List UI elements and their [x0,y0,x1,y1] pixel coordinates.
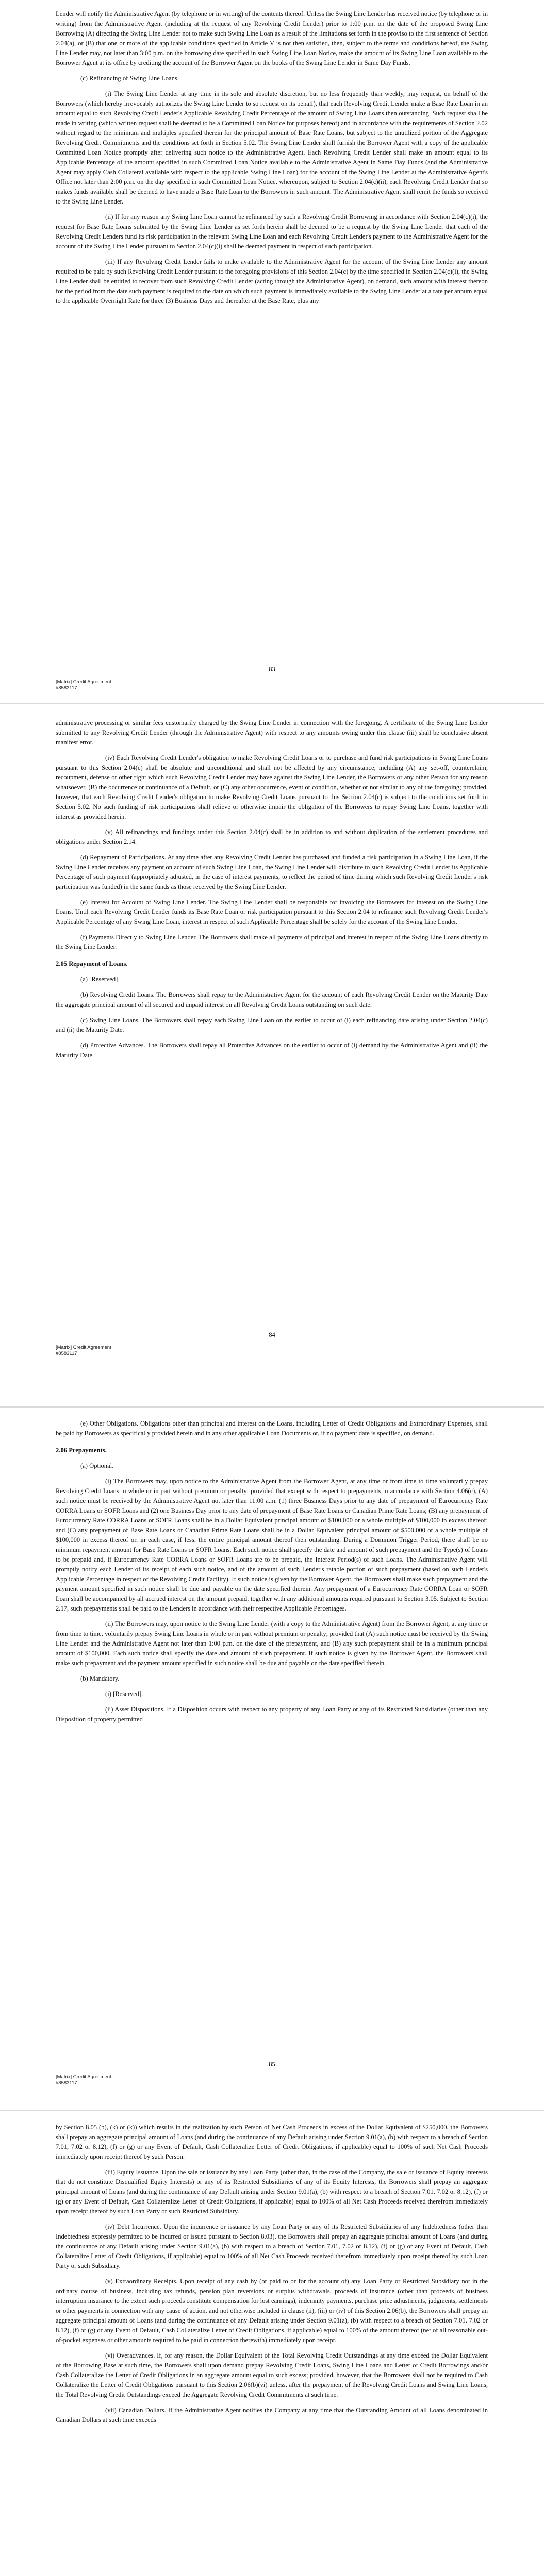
section-heading: (c) Refinancing of Swing Line Loans. [80,75,179,82]
paragraph: (ii) Asset Dispositions. If a Disposition occurs with respect to any property of any Loan Party or any of its Restricted Subsidiaries (other than any Disposition of property permitted [56,1706,488,1723]
paragraph: (i) The Borrowers may, upon notice to the Administrative Agent from the Borrower Agent, at any time or from time to time voluntarily prepay Revolving Credit Loans in whole or in part without premium or penalty; provided that except with respect to prepayments in accordance with Section 4.06(c), (A) such notice must be received by the Administrative Agent not later than 11:00 a.m. (1) three Business Days prior to any date of prepayment of Eurocurrency Rate CORRA Loans or SOFR Loans and (2) one Business Day prior to any date of prepayment of Base Rate Loans or Canadian Prime Rate Loans; (B) any prepayment of Eurocurrency Rate CORRA Loans or SOFR Loans shall be in a Dollar Equivalent principal amount of $100,000 or a whole multiple of $100,000 in excess thereof; and (C) any prepayment of Base Rate Loans or Canadian Prime Rate Loans shall be in a Dollar Equivalent principal amount of $500,000 or a whole multiple of $100,000 in excess thereof or, in each case, if less, the entire principal amount thereof then outstanding. During a Dominion Trigger Period, there shall be no minimum repayment amount for Base Rate Loans or SOFR Loans. Each such notice shall specify the date and amount of such prepayment and the Type(s) of Loans to be prepaid and, if Eurocurrency Rate CORRA Loans or SOFR Loans are to be prepaid, the Interest Period(s) of such Loans. The Administrative Agent will promptly notify each Lender of its receipt of each such notice, and of the amount of such Lender's ratable portion of such prepayment (based on such Lender's Applicable Percentage in respect of the Revolving Credit Facility). If such notice is given by the Borrower Agent, the Borrowers shall make such prepayment and the payment amount specified in such notice shall be due and payable on the date specified therein. Any prepayment of a Eurocurrency Rate CORRA Loan or SOFR Loan shall be accompanied by all accrued interest on the amount prepaid, together with any additional amounts required pursuant to Section 3.05. Subject to Section 2.17, such prepayments shall be paid to the Lenders in accordance with their respective Applicable Percentages. [56,1478,488,1612]
page-86-body [56,2123,488,2431]
paragraph: (vi) Overadvances. If, for any reason, the Dollar Equivalent of the Total Revolving Credit Outstandings at any time exceed the Dollar Equivalent of the Borrowing Base at such time, the Borrowers shall upon demand prepay Revolving Credit Loans, Swing Line Loans and Letter of Credit Borrowings and/or Cash Collateralize the Letter of Credit Obligations in an aggregate amount equal to such excess; provided, however, that the Borrowers shall not be required to Cash Collateralize the Letter of Credit Obligations pursuant to this Section 2.06(b)(vi) unless, after the prepayment of the Revolving Credit Loans and Swing Line Loans, the Total Revolving Credit Outstandings exceed the Aggregate Revolving Credit Commitments at such time. [56,2352,488,2398]
paragraph: (iii) If any Revolving Credit Lender fails to make available to the Administrative Agent for the account of the Swing Line Lender any amount required to be paid by such Revolving Credit Lender pursuant to the foregoing provisions of this Section 2.04(c) by the time specified in Section 2.04(c)(i), the Swing Line Lender shall be entitled to recover from such Revolving Credit Lender (acting through the Administrative Agent), on demand, such amount with interest thereon for the period from the date such payment is required to the date on which such payment is immediately available to the Swing Line Lender at a rate per annum equal to the applicable Overnight Rate for three (3) Business Days and thereafter at the Base Rate, plus any [56,258,488,304]
paragraph: (ii) If for any reason any Swing Line Loan cannot be refinanced by such a Revolving Credit Borrowing in accordance with Section 2.04(c)(i), the request for Base Rate Loans submitted by the Swing Line Lender as set forth herein shall be deemed to be a request by the Swing Line Lender that each of the Revolving Credit Lenders fund its risk participation in the relevant Swing Line Loan and each Revolving Credit Lender's payment to the Administrative Agent for the account of the Swing Line Lender pursuant to Section 2.04(c)(i) shall be deemed payment in respect of such participation. [56,213,488,250]
paragraph: Lender will notify the Administrative Agent (by telephone or in writing) of the contents thereof. Unless the Swing Line Lender has received notice (by telephone or in writing) from the Administrative Agent (including at the request of any Revolving Credit Lender) prior to 1:00 p.m. on the date of the proposed Swing Line Borrowing (A) directing the Swing Line Lender not to make such Swing Line Loan as a result of the limitations set forth in the proviso to the first sentence of Section 2.04(a), or (B) that one or more of the applicable conditions specified in Article V is not then satisfied, then, subject to the terms and conditions hereof, the Swing Line Lender may, not later than 3:00 p.m. on the borrowing date specified in such Swing Line Loan Notice, make the amount of its Swing Line Loan available to the Borrower Agent at its office by crediting the account of the Borrower Agent on the books of the Swing Line Lender in Same Day Funds. [56,10,488,66]
paragraph: (iv) Each Revolving Credit Lender's obligation to make Revolving Credit Loans or to purchase and fund risk participations in Swing Line Loans pursuant to this Section 2.04(c) shall be absolute and unconditional and shall not be affected by any circumstance, including (A) any set-off, counterclaim, recoupment, defense or other right which such Revolving Credit Lender may have against the Swing Line Lender, the Borrowers or any other Person for any reason whatsoever, (B) the occurrence or continuance of a Default, or (C) any other occurrence, event or condition, whether or not similar to any of the foregoing; provided, however, that each Revolving Credit Lender's obligation to make Revolving Credit Loans pursuant to this Section 2.04(c) is subject to the conditions set forth in Section 5.02. No such funding of risk participations shall relieve or otherwise impair the obligation of the Borrowers to repay Swing Line Loans, together with interest as provided herein. [56,754,488,820]
paragraph: (vii) Canadian Dollars. If the Administrative Agent notifies the Company at any time that the Outstanding Amount of all Loans denominated in Canadian Dollars at such time exceeds [56,2406,488,2424]
page-number: 83 [269,666,275,673]
footer-doc-id: #8583117 [56,1351,77,1357]
paragraph: by Section 8.05 (b), (k) or (k)) which results in the realization by such Person of Net Cash Proceeds in excess of the Dollar Equivalent of $250,000, the Borrowers shall prepay an aggregate principal amount of Loans (and during the continuance of any Default arising under Section 9.01(a), (b) with respect to a breach of Section 7.01, 7.02 or 8.12), (f) or (g) or any Event of Default, Cash Collateralize Letter of Credit Obligations, if applicable) equal to 100% of such Net Cash Proceeds immediately upon receipt thereof by such Person. [56,2124,488,2160]
page-number: 84 [269,1331,275,1338]
paragraph: (v) All refinancings and fundings under this Section 2.04(c) shall be in addition to and without duplication of the settlement procedures and obligations under Section 2.14. [56,828,488,845]
paragraph: (b) Revolving Credit Loans. The Borrowers shall repay to the Administrative Agent for the account of each Revolving Credit Lender on the Maturity Date the aggregate principal amount of all secured and unpaid interest on all Revolving Credit Loans outstanding on such date. [56,991,488,1008]
paragraph: (i) The Swing Line Lender at any time in its sole and absolute discretion, but no less frequently than weekly, may request, on behalf of the Borrowers (which hereby irrevocably authorizes the Swing Line Lender to so request on its behalf), that each Revolving Credit Lender make a Base Rate Loan in an amount equal to such Revolving Credit Lender's Applicable Revolving Credit Percentage of the amount of Swing Line Loans then outstanding. Such request shall be made in writing (which written request shall be deemed to be a Committed Loan Notice for purposes hereof) and in accordance with the requirements of Section 2.02 without regard to the minimum and multiples specified therein for the principal amount of Base Rate Loans, but subject to the unutilized portion of the Aggregate Revolving Credit Commitments and the conditions set forth in Section 5.02. The Swing Line Lender shall furnish the Borrower Agent with a copy of the applicable Committed Loan Notice promptly after delivering such notice to the Administrative Agent. Each Revolving Credit Lender shall make an amount equal to its Applicable Percentage of the amount specified in such Committed Loan Notice available to the Administrative Agent in Same Day Funds (and the Administrative Agent may apply Cash Collateral available with respect to the applicable Swing Line Loan) for the account of the Swing Line Lender at the Administrative Agent's Office not later than 2:00 p.m. on the day specified in such Committed Loan Notice, whereupon, subject to Section 2.04(c)(ii), each Revolving Credit Lender that so makes funds available shall be deemed to have made a Base Rate Loan to the Borrowers in such amount. The Administrative Agent shall remit the funds so received to the Swing Line Lender. [56,90,488,205]
section-heading: (b) Mandatory. [80,1675,120,1682]
paragraph: (i) [Reserved]. [105,1690,143,1698]
page-83 [0,0,544,703]
paragraph: (e) Other Obligations. Obligations other than principal and interest on the Loans, including Letter of Credit Obligations and Extraordinary Expenses, shall be paid by Borrowers as specifically provided herein and in any other applicable Loan Documents or, if no payment date is specified, on demand. [56,1420,488,1437]
section-heading: 2.05 Repayment of Loans. [56,960,128,968]
paragraph: (ii) The Borrowers may, upon notice to the Swing Line Lender (with a copy to the Administrative Agent) from the Borrower Agent, at any time or from time to time, voluntarily prepay Swing Line Loans in whole or in part without premium or penalty; provided that (A) such notice must be received by the Swing Line Lender and the Administrative Agent not later than 1:00 p.m. on the date of the prepayment, and (B) any such prepayment shall be in a minimum principal amount of $100,000. Each such notice shall specify the date and amount of such prepayment. If such notice is given by the Borrower Agent, the Borrowers shall make such prepayment and the payment amount specified in such notice shall be due and payable on the date specified therein. [56,1620,488,1667]
page-86 [0,2111,544,2576]
page-85-body [56,1419,488,1730]
paragraph: (iii) Equity Issuance. Upon the sale or issuance by any Loan Party (other than, in the case of the Company, the sale or issuance of Equity Interests that do not constitute Disqualified Equity Interests) or any of its Restricted Subsidiaries of any of its Equity Interests, the Borrowers shall prepay an aggregate principal amount of Loans (and during the continuance of any Default arising under Section 9.01(a), (b) with respect to a breach of Section 7.01, 7.02 or 8.12), (f) or (g) or any Event of Default, Cash Collateralize Letter of Credit Obligations, if applicable) equal to 100% of all Net Cash Proceeds received therefrom immediately upon receipt thereof by such Loan Party or such Restricted Subsidiary. [56,2168,488,2215]
page-83-body [56,9,488,312]
paragraph: (e) Interest for Account of Swing Line Lender. The Swing Line Lender shall be responsible for invoicing the Borrowers for interest on the Swing Line Loans. Until each Revolving Credit Lender funds its Base Rate Loan or risk participation pursuant to this Section 2.04 to refinance such Revolving Credit Lender's Applicable Percentage of any Swing Line Loan, interest in respect of such Applicable Percentage shall be solely for the account of the Swing Line Lender. [56,899,488,925]
paragraph: (a) [Reserved] [80,976,118,983]
footer-title: [Matrix] Credit Agreement [56,1345,111,1350]
page-84 [0,704,544,1406]
footer-doc-id: #8583117 [56,685,77,691]
paragraph: (v) Extraordinary Receipts. Upon receipt of any cash by (or paid to or for the account of) any Loan Party or Restricted Subsidiary not in the ordinary course of business, including tax refunds, pension plan reversions or surplus withdrawals, proceeds of insurance (other than proceeds of business interruption insurance to the extent such proceeds constitute compensation for lost earnings), indemnity payments, purchase price adjustments, judgments, settlements or other payments in connection with any cause of action, and not otherwise included in clause (ii), (iii) or (iv) of this Section 2.06(b), the Borrowers shall prepay an aggregate principal amount of Loans (and during the continuance of any Default arising under Section 9.01(a), (b) with respect to a breach of Section 7.01, 7.02 or 8.12), (f) or (g) or any Event of Default, Cash Collateralize Letter of Credit Obligations, if applicable) equal to 100% of the amount thereof (net of all reasonable out-of-pocket expenses or other amounts required to be paid in connection therewith) immediately upon receipt. [56,2278,488,2344]
paragraph: (d) Protective Advances. The Borrowers shall repay all Protective Advances on the earlier to occur of (i) demand by the Administrative Agent and (ii) the Maturity Date. [56,1042,488,1059]
document-footer [56,679,111,691]
document-footer [56,1345,111,1357]
footer-doc-id: #8583117 [56,2080,77,2086]
section-heading: (a) Optional. [80,1462,114,1469]
footer-title: [Matrix] Credit Agreement [56,2074,111,2080]
page-85 [0,1408,544,2110]
page-84-body [56,718,488,1066]
paragraph: (f) Payments Directly to Swing Line Lender. The Borrowers shall make all payments of principal and interest in respect of the Swing Line Loans directly to the Swing Line Lender. [56,934,488,951]
section-heading: 2.06 Prepayments. [56,1447,107,1454]
footer-title: [Matrix] Credit Agreement [56,679,111,685]
paragraph: (c) Swing Line Loans. The Borrowers shall repay each Swing Line Loan on the earlier to occur of (i) each refinancing date arising under Section 2.04(c) and (ii) the Maturity Date. [56,1016,488,1033]
paragraph: administrative processing or similar fees customarily charged by the Swing Line Lender in connection with the foregoing. A certificate of the Swing Line Lender submitted to any Revolving Credit Lender (through the Administrative Agent) with respect to any amounts owing under this clause (iii) shall be conclusive absent manifest error. [56,719,488,746]
paragraph: (d) Repayment of Participations. At any time after any Revolving Credit Lender has purchased and funded a risk participation in a Swing Line Loan, if the Swing Line Lender receives any payment on account of such Swing Line Loan, the Swing Line Lender will distribute to such Revolving Credit Lender its Applicable Percentage of such payment (appropriately adjusted, in the case of interest payments, to reflect the period of time during which such Revolving Credit Lender's risk participation was funded) in the same funds as those received by the Swing Line Lender. [56,854,488,890]
paragraph: (iv) Debt Incurrence. Upon the incurrence or issuance by any Loan Party or any of its Restricted Subsidiaries of any Indebtedness (other than Indebtedness expressly permitted to be incurred or issued pursuant to Section 8.03), the Borrowers shall prepay an aggregate principal amount of Loans (and during the continuance of any Default arising under Section 9.01(a), (b) with respect to a breach of Section 7.01, 7.02 or 8.12), (f) or (g) or any Event of Default, Cash Collateralize Letter of Credit Obligations, if applicable) equal to 100% of all Net Cash Proceeds received therefrom immediately upon receipt thereof by such Loan Party or such Subsidiary. [56,2223,488,2269]
page-number: 85 [269,2061,275,2068]
document-footer [56,2074,111,2087]
